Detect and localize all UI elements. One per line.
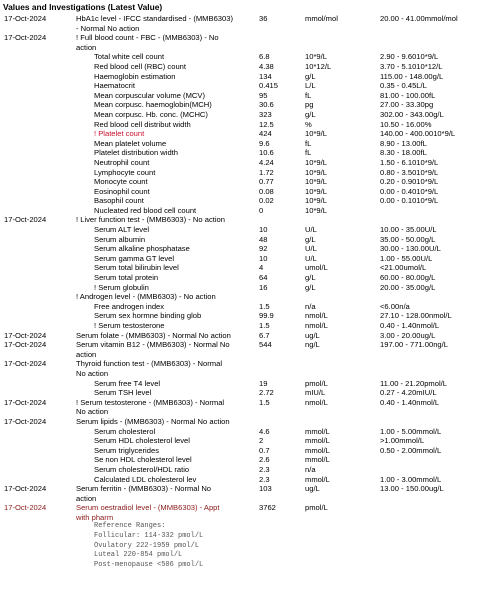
- reference-range: 2.90 - 9.6010*9/L: [380, 52, 439, 62]
- subtest-name: Serum gamma GT level: [94, 253, 175, 263]
- result-unit: mmol/L: [305, 436, 330, 446]
- result-unit: 10*9/L: [305, 177, 327, 187]
- result-value: 19: [259, 378, 268, 388]
- result-unit: 10*9/L: [305, 129, 327, 139]
- result-unit: 10*9/L: [305, 186, 327, 196]
- result-row: [0, 359, 483, 369]
- result-value: 103: [259, 484, 272, 494]
- reference-range: 0.50 - 2.00mmol/L: [380, 445, 442, 455]
- result-row: [0, 52, 483, 62]
- result-value: 95: [259, 90, 268, 100]
- result-unit: 10*9/L: [305, 167, 327, 177]
- result-value: 0.08: [259, 186, 274, 196]
- result-unit: n/a: [305, 301, 316, 311]
- reference-range: 3.70 - 5.1010*12/L: [380, 61, 443, 71]
- result-value: 4.38: [259, 61, 274, 71]
- result-unit: nmol/L: [305, 321, 328, 330]
- reference-range: 302.00 - 343.00g/L: [380, 109, 444, 119]
- result-value: 48: [259, 234, 268, 244]
- subtest-name: Platelet distribution width: [94, 148, 178, 158]
- subtest-name: Mean corpusc. Hb. conc. (MCHC): [94, 109, 208, 119]
- reference-range: 27.00 - 33.30pg: [380, 100, 434, 110]
- result-unit: U/L: [305, 244, 317, 254]
- reference-range: <21.00umol/L: [380, 263, 427, 273]
- result-row: [0, 417, 483, 427]
- result-row: [0, 551, 483, 561]
- subtest-name: Mean platelet volume: [94, 138, 167, 148]
- result-row: [0, 283, 483, 293]
- result-value: 134: [259, 71, 272, 81]
- test-name-continued: with pharm: [76, 512, 114, 522]
- result-row: [0, 494, 483, 504]
- result-row: [0, 350, 483, 360]
- result-unit: mmol/L: [305, 445, 330, 455]
- reference-note: Follicular: 114-332 pmol/L: [94, 532, 204, 541]
- reference-range: 13.00 - 150.00ug/L: [380, 484, 444, 494]
- subtest-name: Mean corpuscular volume (MCV): [94, 90, 205, 100]
- subtest-name: Serum free T4 level: [94, 378, 161, 388]
- result-value: 16: [259, 282, 268, 292]
- reference-range: 8.30 - 18.00fL: [380, 148, 427, 158]
- result-value: 0.02: [259, 196, 274, 206]
- test-name-continued: action: [76, 349, 97, 359]
- reference-range: 1.50 - 6.1010*9/L: [380, 157, 439, 167]
- result-row: [0, 311, 483, 321]
- result-row: [0, 503, 483, 513]
- result-unit: mmol/mol: [305, 14, 338, 23]
- result-unit: pmol/L: [305, 378, 328, 388]
- result-row: [0, 168, 483, 178]
- test-name: ! Liver function test - (MMB6303) - No action: [76, 215, 225, 225]
- test-name-continued: No action: [76, 407, 109, 417]
- result-unit: n/a: [305, 464, 316, 474]
- subtest-name: Free androgen index: [94, 301, 165, 311]
- result-row: [0, 369, 483, 379]
- date-cell: 17-Oct-2024: [4, 503, 47, 513]
- subtest-name: Serum total bilirubin level: [94, 263, 179, 273]
- subtest-name: Neutrophil count: [94, 157, 150, 167]
- result-row: [0, 139, 483, 149]
- result-row: [0, 244, 483, 254]
- result-row: [0, 263, 483, 273]
- test-name: ! Serum testosterone - (MMB6303) - Normal: [76, 397, 225, 407]
- result-row: [0, 446, 483, 456]
- subtest-name: Red blood cell distribut width: [94, 119, 191, 129]
- date-cell: 17-Oct-2024: [4, 416, 47, 426]
- result-row: [0, 273, 483, 283]
- reference-range: 0.27 - 4.20mIU/L: [380, 388, 437, 398]
- result-row: [0, 81, 483, 91]
- subtest-name: Mean corpusc. haemoglobin(MCH): [94, 100, 212, 110]
- test-name: ! Full blood count - FBC - (MMB6303) - No: [76, 33, 219, 43]
- result-row: [0, 398, 483, 408]
- reference-range: 60.00 - 80.00g/L: [380, 273, 436, 283]
- result-value: 30.6: [259, 100, 274, 110]
- subtest-name: Serum triglycerides: [94, 445, 159, 455]
- result-row: [0, 388, 483, 398]
- result-row: [0, 542, 483, 552]
- result-value: 1.5: [259, 301, 270, 311]
- reference-note: Ovulatory 222-1959 pmol/L: [94, 541, 200, 550]
- test-name: Serum vitamin B12 - (MMB6303) - Normal No: [76, 340, 230, 350]
- result-value: 1.5: [259, 397, 270, 407]
- result-row: [0, 513, 483, 523]
- test-name-continued: action: [76, 42, 97, 52]
- result-row: [0, 484, 483, 494]
- reference-range: 0.35 - 0.45L/L: [380, 81, 427, 91]
- result-row: [0, 24, 483, 34]
- subtest-name: Serum total protein: [94, 273, 159, 283]
- subtest-name: ! Platelet count: [94, 129, 145, 139]
- result-unit: g/L: [305, 109, 316, 119]
- result-value: 0.415: [259, 81, 279, 91]
- result-row: [0, 225, 483, 235]
- result-unit: g/L: [305, 282, 316, 292]
- date-cell: 17-Oct-2024: [4, 397, 47, 407]
- reference-range: 3.00 - 20.00ug/L: [380, 330, 436, 340]
- reference-range: 0.00 - 0.1010*9/L: [380, 196, 439, 206]
- result-row: [0, 177, 483, 187]
- result-value: 0.77: [259, 177, 274, 187]
- subtest-name: Calculated LDL cholesterol lev: [94, 474, 197, 484]
- reference-range: 1.00 - 5.00mmol/L: [380, 426, 442, 436]
- result-value: 64: [259, 273, 268, 283]
- test-name-continued: No action: [76, 368, 109, 378]
- result-unit: g/L: [305, 234, 316, 244]
- result-unit: g/L: [305, 71, 316, 81]
- subtest-name: Haemoglobin estimation: [94, 71, 176, 81]
- reference-range: 81.00 - 100.00fL: [380, 90, 436, 100]
- result-row: [0, 379, 483, 389]
- results-list: [0, 14, 483, 570]
- reference-range: 1.00 - 55.00U/L: [380, 253, 433, 263]
- result-unit: fL: [305, 90, 312, 100]
- test-name: Serum folate - (MMB6303) - Normal No action: [76, 330, 231, 340]
- result-row: [0, 292, 483, 302]
- reference-range: 0.20 - 0.9010*9/L: [380, 177, 439, 187]
- result-row: [0, 33, 483, 43]
- test-name: Serum ferritin - (MMB6303) - Normal No: [76, 484, 212, 494]
- subtest-name: Basophil count: [94, 196, 144, 206]
- reference-range: >1.00mmol/L: [380, 436, 425, 446]
- result-row: [0, 475, 483, 485]
- test-name-continued: action: [76, 493, 97, 503]
- result-unit: nmol/L: [305, 397, 328, 407]
- reference-range: 35.00 - 50.00g/L: [380, 234, 436, 244]
- date-cell: 17-Oct-2024: [4, 340, 47, 350]
- result-unit: ng/L: [305, 340, 320, 350]
- result-value: 323: [259, 109, 272, 119]
- reference-range: 30.00 - 130.00U/L: [380, 244, 441, 254]
- result-value: 2.3: [259, 464, 270, 474]
- subtest-name: Eosinophil count: [94, 186, 150, 196]
- result-value: 0.7: [259, 445, 270, 455]
- subtest-name: ! Serum globulin: [94, 282, 149, 292]
- result-value: 99.9: [259, 311, 274, 321]
- subtest-name: Serum TSH level: [94, 388, 152, 398]
- result-unit: mmol/L: [305, 455, 330, 465]
- subtest-name: Total white cell count: [94, 52, 165, 62]
- result-row: [0, 72, 483, 82]
- result-row: [0, 215, 483, 225]
- result-row: [0, 465, 483, 475]
- result-value: 2.3: [259, 474, 270, 484]
- subtest-name: Red blood cell (RBC) count: [94, 61, 187, 71]
- result-unit: mIU/L: [305, 388, 326, 398]
- test-name: Serum lipids - (MMB6303) - Normal No action: [76, 416, 230, 426]
- date-cell: 17-Oct-2024: [4, 215, 47, 225]
- result-unit: 10*9/L: [305, 157, 327, 167]
- result-value: 9.6: [259, 138, 270, 148]
- result-value: 0: [259, 205, 264, 215]
- date-cell: 17-Oct-2024: [4, 359, 47, 369]
- subtest-name: Serum cholesterol/HDL ratio: [94, 464, 190, 474]
- result-unit: 10*9/L: [305, 205, 327, 215]
- result-row: [0, 427, 483, 437]
- result-value: 10.6: [259, 148, 274, 158]
- test-name-continued: - Normal No action: [76, 23, 140, 33]
- result-row: [0, 158, 483, 168]
- date-cell: 17-Oct-2024: [4, 33, 47, 43]
- subtest-name: Monocyte count: [94, 177, 148, 187]
- result-row: [0, 110, 483, 120]
- result-unit: U/L: [305, 225, 317, 235]
- subtest-name: Serum sex hormne binding glob: [94, 311, 202, 321]
- result-row: [0, 522, 483, 532]
- subtest-name: Serum HDL cholesterol level: [94, 436, 190, 446]
- result-row: [0, 407, 483, 417]
- result-row: [0, 302, 483, 312]
- reference-range: 140.00 - 400.0010*9/L: [380, 129, 456, 139]
- reference-note: Post-menopause <506 pmol/L: [94, 560, 204, 569]
- result-unit: fL: [305, 148, 312, 158]
- result-value: 4.24: [259, 157, 274, 167]
- result-unit: pg: [305, 100, 314, 110]
- reference-range: 115.00 - 148.00g/L: [380, 71, 444, 81]
- subtest-name: ! Serum testosterone: [94, 321, 165, 330]
- result-row: [0, 148, 483, 158]
- test-name: ! Androgen level - (MMB6303) - No action: [76, 292, 216, 302]
- result-value: 10: [259, 225, 268, 235]
- result-unit: g/L: [305, 273, 316, 283]
- result-unit: mmol/L: [305, 426, 330, 436]
- result-unit: fL: [305, 138, 312, 148]
- result-row: [0, 43, 483, 53]
- date-cell: 17-Oct-2024: [4, 484, 47, 494]
- subtest-name: Serum albumin: [94, 234, 146, 244]
- result-row: [0, 129, 483, 139]
- result-unit: umol/L: [305, 263, 328, 273]
- subtest-name: Serum ALT level: [94, 225, 150, 235]
- test-name: Thyroid function test - (MMB6303) - Normal: [76, 359, 223, 369]
- result-row: [0, 206, 483, 216]
- result-row: [0, 235, 483, 245]
- reference-range: 197.00 - 771.00ng/L: [380, 340, 448, 350]
- subtest-name: Serum alkaline phosphatase: [94, 244, 190, 254]
- result-unit: 10*9/L: [305, 52, 327, 62]
- result-row: [0, 100, 483, 110]
- result-value: 544: [259, 340, 272, 350]
- result-unit: %: [305, 119, 312, 129]
- result-value: 1.5: [259, 321, 270, 330]
- reference-range: 20.00 - 41.00mmol/mol: [380, 14, 458, 23]
- reference-note: Reference Ranges:: [94, 522, 166, 531]
- result-row: [0, 561, 483, 571]
- result-unit: U/L: [305, 253, 317, 263]
- result-unit: ug/L: [305, 330, 320, 340]
- subtest-name: Se non HDL cholesterol level: [94, 455, 192, 465]
- result-value: 36: [259, 14, 268, 23]
- reference-range: 11.00 - 21.20pmol/L: [380, 378, 447, 388]
- test-name: HbA1c level - IFCC standardised - (MMB6303): [76, 14, 233, 23]
- reference-range: <6.00n/a: [380, 301, 410, 311]
- reference-range: 1.00 - 3.00mmol/L: [380, 474, 442, 484]
- reference-range: 0.80 - 3.5010*9/L: [380, 167, 439, 177]
- reference-range: 0.40 - 1.40nmol/L: [380, 321, 440, 330]
- reference-range: 20.00 - 35.00g/L: [380, 282, 436, 292]
- result-value: 6.7: [259, 330, 270, 340]
- result-value: 1.72: [259, 167, 274, 177]
- subtest-name: Serum cholesterol: [94, 426, 156, 436]
- result-row: [0, 331, 483, 341]
- result-row: [0, 187, 483, 197]
- test-name: Serum oestradiol level - (MMB6303) - Appt: [76, 503, 220, 513]
- subtest-name: Lymphocyte count: [94, 167, 156, 177]
- reference-range: 10.50 - 16.00%: [380, 119, 432, 129]
- result-row: [0, 196, 483, 206]
- reference-range: 27.10 - 128.00nmol/L: [380, 311, 452, 321]
- reference-range: 0.00 - 0.4010*9/L: [380, 186, 439, 196]
- result-row: [0, 532, 483, 542]
- result-unit: nmol/L: [305, 311, 328, 321]
- result-unit: ug/L: [305, 484, 320, 494]
- result-row: [0, 436, 483, 446]
- result-value: 2.6: [259, 455, 270, 465]
- result-unit: 10*12/L: [305, 61, 332, 71]
- result-value: 4: [259, 263, 264, 273]
- reference-range: 10.00 - 35.00U/L: [380, 225, 437, 235]
- result-value: 92: [259, 244, 268, 254]
- result-value: 12.5: [259, 119, 274, 129]
- result-row: [0, 455, 483, 465]
- subtest-name: Nucleated red blood cell count: [94, 205, 197, 215]
- result-unit: 10*9/L: [305, 196, 327, 206]
- result-unit: L/L: [305, 81, 316, 91]
- result-unit: pmol/L: [305, 503, 328, 513]
- result-value: 10: [259, 253, 268, 263]
- subtest-name: Haematocrit: [94, 81, 135, 91]
- result-row: [0, 62, 483, 72]
- date-cell: 17-Oct-2024: [4, 14, 47, 23]
- result-value: 2: [259, 436, 264, 446]
- section-heading: Values and Investigations (Latest Value): [3, 2, 163, 12]
- result-value: 4.6: [259, 426, 270, 436]
- result-value: 2.72: [259, 388, 274, 398]
- reference-range: 0.40 - 1.40nmol/L: [380, 397, 440, 407]
- reference-range: 8.90 - 13.00fL: [380, 138, 427, 148]
- reference-note: Luteal 220-854 pmol/L: [94, 551, 183, 560]
- result-value: 3762: [259, 503, 276, 513]
- result-row: [0, 120, 483, 130]
- result-row: [0, 254, 483, 264]
- result-value: 6.8: [259, 52, 270, 62]
- result-unit: mmol/L: [305, 474, 330, 484]
- result-row: [0, 91, 483, 101]
- result-value: 424: [259, 129, 272, 139]
- result-row: [0, 340, 483, 350]
- result-row: [0, 14, 483, 24]
- date-cell: 17-Oct-2024: [4, 330, 47, 340]
- result-row: [0, 321, 483, 331]
